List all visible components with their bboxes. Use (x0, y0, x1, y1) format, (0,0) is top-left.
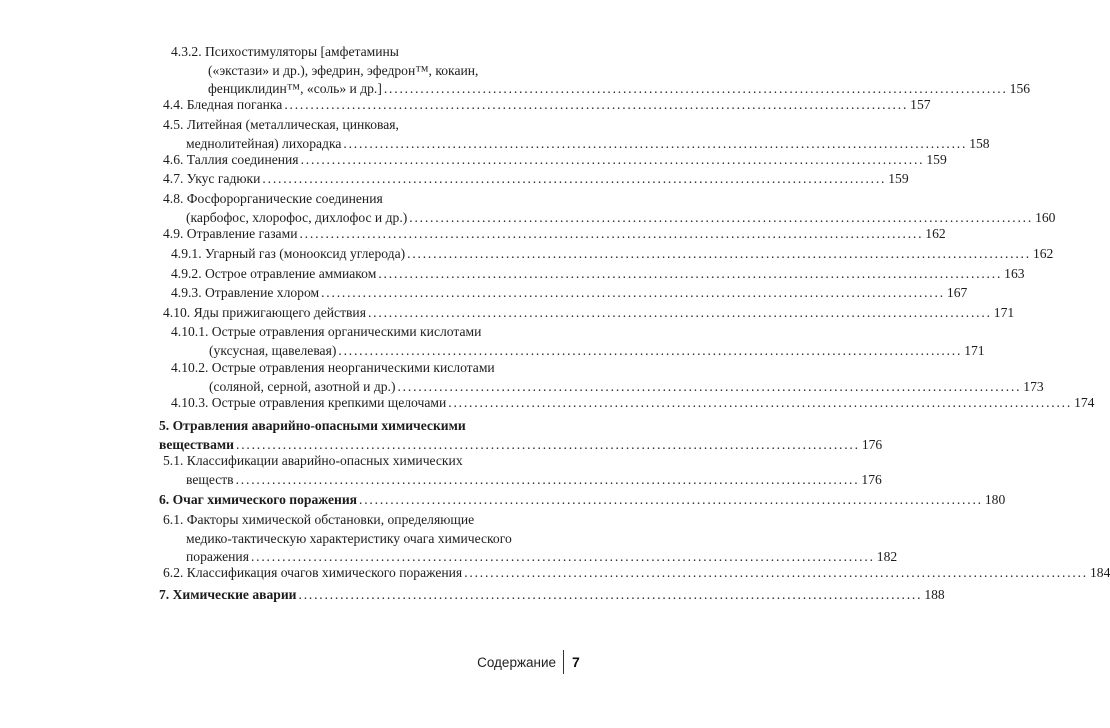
toc-entry-4-9-3 (171, 284, 968, 303)
toc-entry-page: 159 (888, 171, 909, 186)
toc-entry-title: меднолитейная) лихорадка (186, 135, 342, 151)
toc-entry-title-line: («экстази» и др.), эфедрин, эфедрон™, кокаин, (208, 62, 479, 78)
toc-entry-4-10 (163, 304, 1015, 323)
toc-entry-4-5 (163, 116, 990, 153)
toc-entry-4-6 (163, 151, 947, 170)
dot-leader: ........................................................................................................................ (464, 565, 1088, 580)
dot-leader: ........................................................................................................................ (298, 587, 923, 602)
toc-entry-title-line: 4.8. Фосфорорганические соединения (163, 191, 383, 206)
toc-entry-7 (159, 586, 945, 605)
toc-entry-6-2 (163, 564, 1110, 583)
toc-entry-6-1 (163, 511, 898, 567)
dot-leader: ........................................................................................................................ (284, 97, 909, 112)
toc-entry-page: 158 (969, 135, 990, 151)
toc-entry-title: 4.9. Отравление газами (163, 226, 298, 241)
footer-page-number: 7 (572, 654, 580, 670)
toc-entry-4-10-2 (171, 359, 1044, 396)
toc-entry-page: 184 (1090, 565, 1110, 580)
dot-leader: ........................................................................................................................ (407, 246, 1031, 261)
toc-entry-page: 167 (946, 285, 968, 300)
dot-leader: ........................................................................................................................ (321, 285, 945, 300)
toc-entry-title: 6. Очаг химического поражения (159, 492, 358, 507)
dot-leader: ........................................................................................................................ (338, 342, 963, 358)
toc-entry-title: (уксусная, щавелевая) (209, 342, 337, 358)
dot-leader: ........................................................................................................................ (397, 378, 1022, 394)
toc-entry-title: 4.6. Таллия соединения (163, 152, 299, 167)
toc-entry-page: 159 (926, 152, 947, 167)
toc-entry-4-9 (163, 225, 946, 244)
toc-entry-page: 171 (993, 305, 1015, 320)
toc-entry-page: 176 (861, 471, 882, 487)
toc-entry-title-line: 4.5. Литейная (металлическая, цинковая, (163, 117, 399, 132)
dot-leader: ........................................................................................................................ (236, 436, 860, 452)
toc-entry-page: 160 (1035, 209, 1056, 225)
toc-entry-title-line: 5. Отравления аварийно-опасными химическими (159, 418, 466, 433)
toc-entry-title-line: 4.3.2. Психостимуляторы [амфетамины (171, 44, 399, 59)
toc-entry-page: 188 (924, 587, 945, 602)
dot-leader: ........................................................................................................................ (367, 305, 992, 320)
toc-entry-5-1 (163, 452, 882, 489)
toc-entry-title: 4.10.3. Острые отравления крепкими щелочами (171, 395, 447, 410)
toc-entry-page: 174 (1074, 395, 1095, 410)
dot-leader: ........................................................................................................................ (409, 209, 1034, 225)
footer-section-title: Содержание (477, 655, 556, 670)
toc-entry-page: 180 (984, 492, 1006, 507)
toc-entry-title-line: медико-тактическую характеристику очага химического (186, 530, 512, 546)
dot-leader: ........................................................................................................................ (262, 171, 887, 186)
dot-leader: ........................................................................................................................ (448, 395, 1073, 410)
dot-leader: ........................................................................................................................ (383, 81, 1008, 96)
toc-entry-title: 4.9.1. Угарный газ (монооксид углерода) (171, 246, 406, 261)
page-footer (0, 648, 728, 678)
toc-entry-page: 157 (910, 97, 931, 112)
toc-entry-page: 176 (861, 436, 883, 452)
toc-entry-title: 4.9.3. Отравление хлором (171, 285, 320, 300)
dot-leader: ........................................................................................................................ (343, 135, 968, 151)
toc-entry-5 (159, 417, 883, 454)
toc-entry-title-line: 5.1. Классификации аварийно-опасных химических (163, 453, 463, 468)
toc-entry-title: 4.4. Бледная поганка (163, 97, 283, 112)
toc-entry-4-9-1 (171, 245, 1054, 264)
toc-entry-page: 162 (1032, 246, 1054, 261)
toc-entry-title: фенциклидин™, «соль» и др.] (208, 81, 382, 96)
toc-entry-title: (карбофос, хлорофос, дихлофос и др.) (186, 209, 408, 225)
toc-entry-title: 6.2. Классификация очагов химического поражения (163, 565, 463, 580)
toc-entry-4-10-3 (171, 394, 1095, 413)
toc-entry-title: поражения (186, 549, 249, 564)
toc-entry-title: веществ (186, 471, 234, 487)
toc-entry-page: 173 (1023, 378, 1044, 394)
dot-leader: ........................................................................................................................ (299, 226, 924, 241)
toc-entry-page: 163 (1004, 266, 1025, 281)
toc-entry-4-8 (163, 190, 1056, 227)
toc-entry-title: 7. Химические аварии (159, 587, 297, 602)
toc-entry-title: 4.9.2. Острое отравление аммиаком (171, 266, 377, 281)
toc-entry-title-line: 4.10.2. Острые отравления неорганическими кислотами (171, 360, 495, 375)
dot-leader: ........................................................................................................................ (378, 266, 1003, 281)
toc-entry-4-9-2 (171, 265, 1025, 284)
dot-leader: ........................................................................................................................ (300, 152, 925, 167)
toc-entry-4-3-2 (171, 43, 1031, 99)
dot-leader: ........................................................................................................................ (359, 492, 983, 507)
toc-entry-page: 171 (964, 342, 985, 358)
toc-entry-title-line: 6.1. Факторы химической обстановки, определяющие (163, 512, 475, 527)
toc-entry-page: 182 (876, 549, 898, 564)
dot-leader: ........................................................................................................................ (235, 471, 860, 487)
dot-leader: ........................................................................................................................ (250, 549, 875, 564)
toc-entry-page: 156 (1009, 81, 1031, 96)
toc-entry-4-4 (163, 96, 931, 115)
toc-entry-4-7 (163, 170, 909, 189)
toc-entry-title: 4.7. Укус гадюки (163, 171, 261, 186)
toc-entry-page: 162 (925, 226, 946, 241)
toc-entry-4-10-1 (171, 323, 985, 360)
toc-entry-6 (159, 491, 1006, 510)
toc-entry-title: веществами (159, 436, 234, 452)
toc-entry-title: (соляной, серной, азотной и др.) (209, 378, 396, 394)
toc-entry-title: 4.10. Яды прижигающего действия (163, 305, 366, 320)
footer-divider (563, 650, 564, 674)
toc-entry-title-line: 4.10.1. Острые отравления органическими кислотами (171, 324, 482, 339)
